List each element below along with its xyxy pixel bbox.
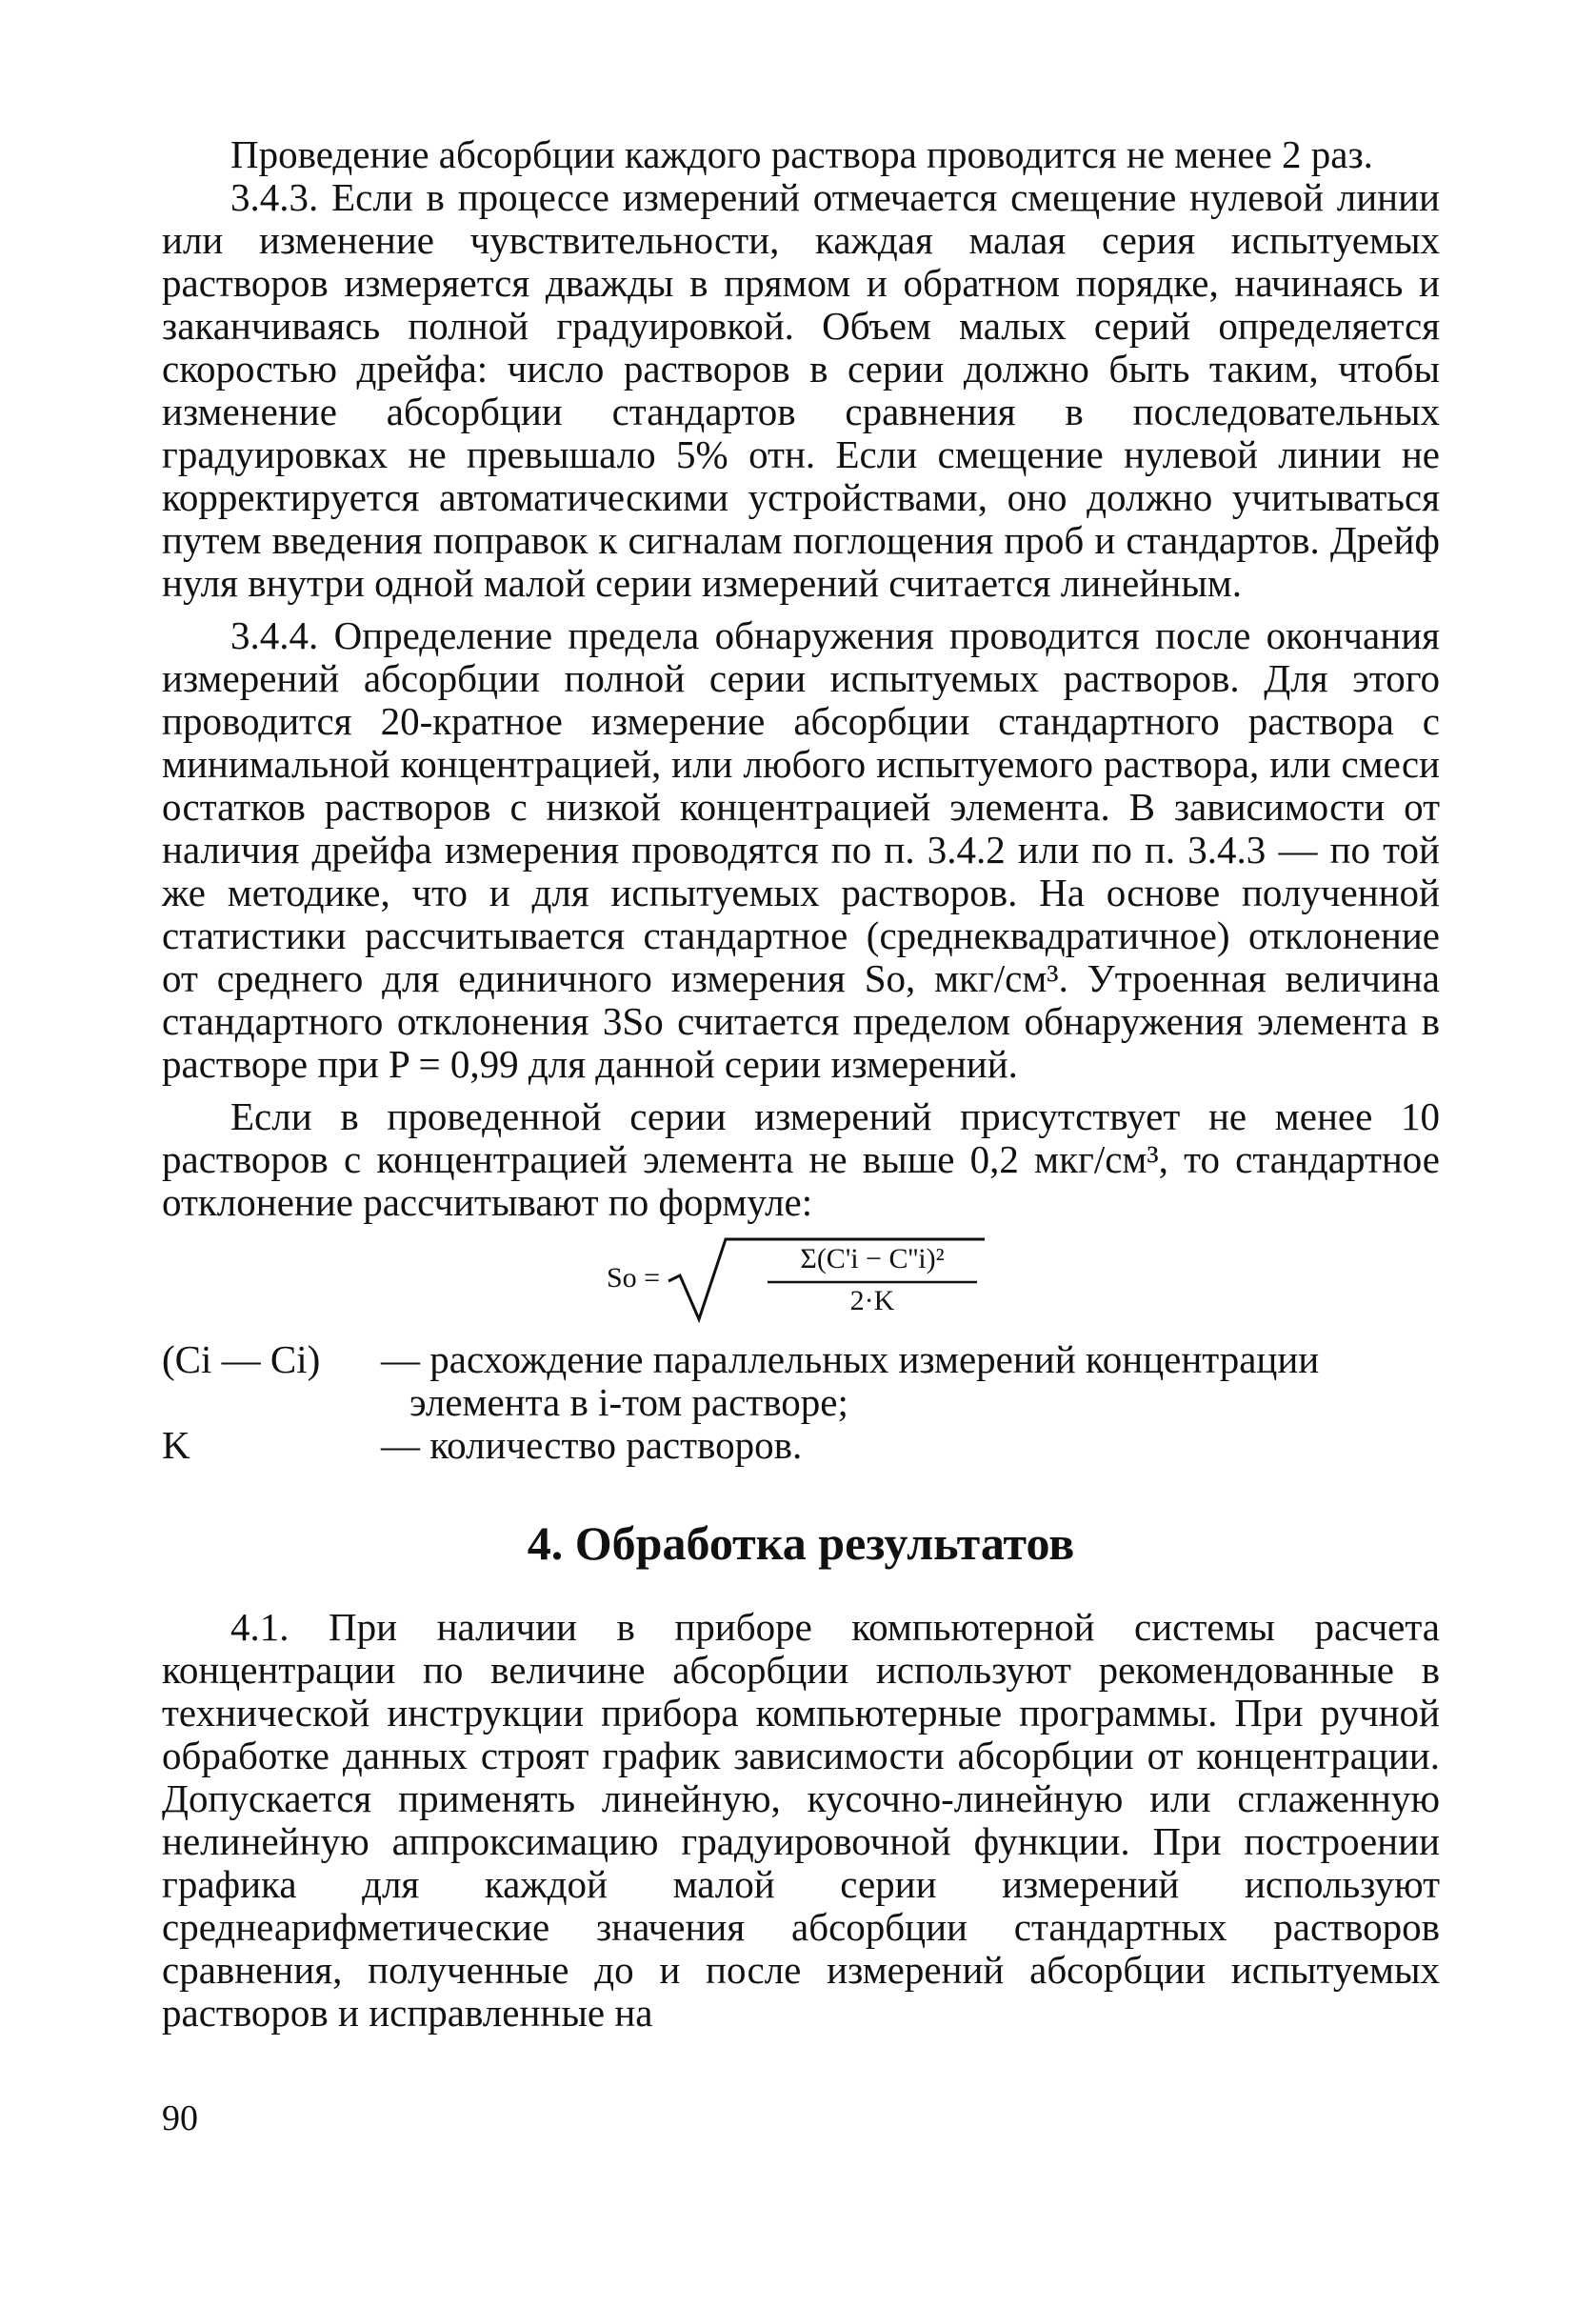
- document-page: [162, 133, 1440, 2229]
- section-title: 4. Обработка результатов: [527, 1516, 1075, 1570]
- page-number: 90: [162, 2098, 198, 2138]
- definition-term: (Ci — Ci): [162, 1337, 321, 1381]
- paragraph-3-4-4: 3.4.4. Определение предела обнаружения проводится после окончания измерений абсорбции полной серии испытуемых растворов. Для этого проводится 20-кратное измерение абсорбции стандартного раствора с минимальной концентрацией, или любого испытуемого раствора, или смеси остатков растворов с низкой концентрацией элемента. В зависимости от наличия дрейфа измерения проводятся по п. 3.4.2 или по п. 3.4.3 — по той же методике, что и для испытуемых растворов. На основе полученной статистики рассчитывается стандартное (среднеквадратичное) отклонение от среднего для единичного измерения So, мкг/см³. Утроенная величина стандартного отклонения 3So считается пределом обнаружения элемента в растворе при P = 0,99 для данной серии измерений.: [162, 613, 1440, 1086]
- formula-lhs: So =: [607, 1262, 661, 1294]
- definition-row: [162, 1338, 1440, 1424]
- definition-text: — количество растворов.: [381, 1423, 803, 1467]
- paragraph-formula-intro: Если в проведенной серии измерений присутствует не менее 10 растворов с концентрацией элемента не выше 0,2 мкг/см³, то стандартное отклонение рассчитывают по формуле:: [162, 1094, 1440, 1224]
- definition-row: [162, 1424, 1440, 1467]
- std-deviation-formula: [162, 1230, 1440, 1325]
- definition-text: — расхождение параллельных измерений концентрации элемента в i-том растворе;: [381, 1337, 1320, 1424]
- formula-denominator: 2·K: [849, 1285, 895, 1316]
- paragraph-3-4-3: 3.4.3. Если в процессе измерений отмечается смещение нулевой линии или изменение чувствительности, каждая малая серия испытуемых растворов измеряется дважды в прямом и обратном порядке, начинаясь и заканчиваясь полной градуировкой. Объем малых серий определяется скоростью дрейфа: число растворов в серии должно быть таким, чтобы изменение абсорбции стандартов сравнения в последовательных градуировках не превышало 5% отн. Если смещение нулевой линии не корректируется автоматическими устройствами, оно должно учитываться путем введения поправок к сигналам поглощения проб и стандартов. Дрейф нуля внутри одной малой серии измерений считается линейным.: [162, 175, 1440, 605]
- formula-definitions: [162, 1338, 1440, 1467]
- paragraph-4-1: 4.1. При наличии в приборе компьютерной системы расчета концентрации по величине абсорбции используют рекомендованные в технической инструкции прибора компьютерные программы. При ручной обработке данных строят график зависимости абсорбции от концентрации. Допускается применять линейную, кусочно-линейную или сглаженную нелинейную аппроксимацию градуировочной функции. При построении графика для каждой малой серии измерений используют среднеарифметические значения абсорбции стандартных растворов сравнения, полученные до и после измерений абсорбции испытуемых растворов и исправленные на: [162, 1605, 1440, 2035]
- definition-term: K: [162, 1423, 190, 1467]
- paragraph-absorption-repeat: Проведение абсорбции каждого раствора проводится не менее 2 раз.: [230, 132, 1373, 176]
- formula-numerator: Σ(C'i − C''i)²: [800, 1243, 945, 1274]
